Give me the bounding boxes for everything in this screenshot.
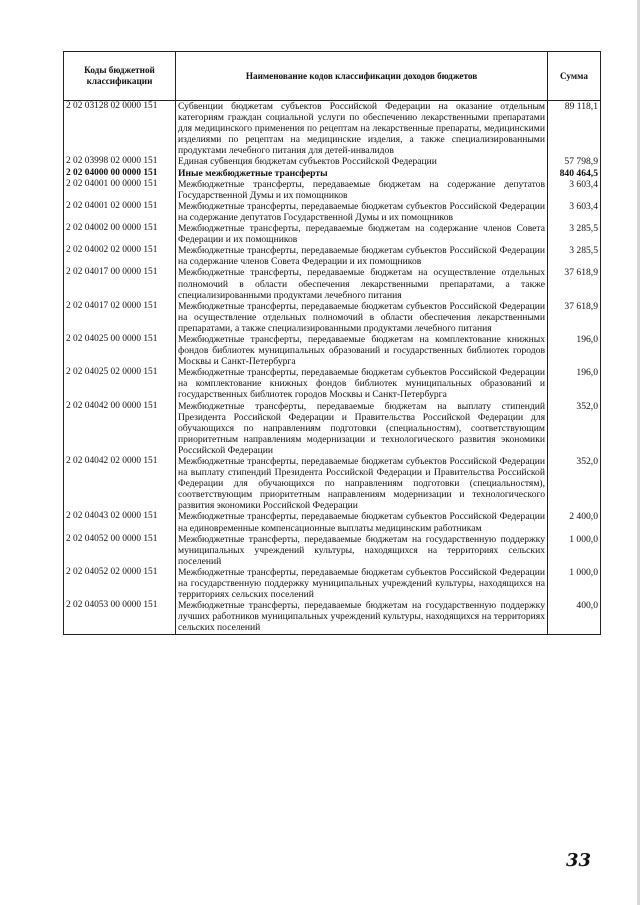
table-row xyxy=(64,401,601,456)
row-code: 2 02 04025 00 0000 151 xyxy=(64,334,176,367)
row-amount: 196,0 xyxy=(548,367,601,400)
table-row xyxy=(64,367,601,400)
table-row xyxy=(64,301,601,334)
table-row xyxy=(64,168,601,179)
row-name: Межбюджетные трансферты, передаваемые бюджетам субъектов Российской Федерации на содержание депутатов Государственной Думы и их помощников xyxy=(176,201,548,223)
row-amount: 37 618,9 xyxy=(548,301,601,334)
row-name: Единая субвенция бюджетам субъектов Российской Федерации xyxy=(176,156,548,167)
row-name: Межбюджетные трансферты, передаваемые бюджетам на содержание депутатов Государственной Думы и их помощников xyxy=(176,179,548,201)
row-amount: 1 000,0 xyxy=(548,534,601,567)
row-name: Межбюджетные трансферты, передаваемые бюджетам субъектов Российской Федерации на содержание членов Совета Федерации и их помощников xyxy=(176,245,548,267)
row-name: Межбюджетные трансферты, передаваемые бюджетам на осуществление отдельных полномочий в области обеспечения лекарственными препаратами, а также специализированными продуктами лечебного питания xyxy=(176,267,548,300)
row-code: 2 02 04042 00 0000 151 xyxy=(64,401,176,456)
row-amount: 3 603,4 xyxy=(548,179,601,201)
row-amount: 3 285,5 xyxy=(548,223,601,245)
row-amount: 352,0 xyxy=(548,456,601,511)
row-name: Межбюджетные трансферты, передаваемые бюджетам на государственную поддержку муниципальных учреждений культуры, находящихся на территориях сельских поселений xyxy=(176,534,548,567)
table-row xyxy=(64,201,601,223)
table-row xyxy=(64,456,601,511)
table-row xyxy=(64,567,601,600)
row-code: 2 02 04017 02 0000 151 xyxy=(64,301,176,334)
row-code: 2 02 04043 02 0000 151 xyxy=(64,511,176,533)
row-code: 2 02 04002 00 0000 151 xyxy=(64,223,176,245)
row-name: Межбюджетные трансферты, передаваемые бюджетам субъектов Российской Федерации на осуществление отдельных полномочий в области обеспечения лекарственными препаратами, а также специализированными продуктами лечебного питания xyxy=(176,301,548,334)
row-name: Субвенции бюджетам субъектов Российской Федерации на оказание отдельным категориям граждан социальной услуги по обеспечению лекарственными препаратами для медицинского применения по рецептам на лекарственные препараты, медицинскими изделиями по рецептам на медицинские изделия, а также специализированными продуктами лечебного питания для детей-инвалидов xyxy=(176,101,548,157)
row-name: Межбюджетные трансферты, передаваемые бюджетам на государственную поддержку лучших работников муниципальных учреждений культуры, находящихся на территориях сельских поселений xyxy=(176,600,548,634)
row-amount: 3 603,4 xyxy=(548,201,601,223)
row-name: Межбюджетные трансферты, передаваемые бюджетам на комплектование книжных фондов библиотек муниципальных образований и государственных библиотек городов Москвы и Санкт-Петербурга xyxy=(176,334,548,367)
row-amount: 352,0 xyxy=(548,401,601,456)
table-row xyxy=(64,600,601,634)
row-code: 2 02 04001 02 0000 151 xyxy=(64,201,176,223)
row-code: 2 02 04052 02 0000 151 xyxy=(64,567,176,600)
table-row xyxy=(64,179,601,201)
page-number: 33 xyxy=(566,850,592,871)
table-row xyxy=(64,245,601,267)
table-body xyxy=(64,101,601,635)
table-row xyxy=(64,511,601,533)
row-code: 2 02 04017 00 0000 151 xyxy=(64,267,176,300)
row-name: Межбюджетные трансферты, передаваемые бюджетам субъектов Российской Федерации на государственную поддержку муниципальных учреждений культуры, находящихся на территориях сельских поселений xyxy=(176,567,548,600)
row-code: 2 02 04000 00 0000 151 xyxy=(64,168,176,179)
row-code: 2 02 04001 00 0000 151 xyxy=(64,179,176,201)
row-amount: 3 285,5 xyxy=(548,245,601,267)
table-row xyxy=(64,534,601,567)
row-amount: 89 118,1 xyxy=(548,101,601,157)
row-code: 2 02 03128 02 0000 151 xyxy=(64,101,176,157)
row-amount: 196,0 xyxy=(548,334,601,367)
row-code: 2 02 04025 02 0000 151 xyxy=(64,367,176,400)
row-name: Межбюджетные трансферты, передаваемые бюджетам субъектов Российской Федерации на выплату стипендий Президента Российской Федерации и Правительства Российской Федерации для обучающихся по направлениям подготовки (специальностям), соответствующим приоритетным направлениям модернизации и технологического развития экономики Российской Федерации xyxy=(176,456,548,511)
row-amount: 37 618,9 xyxy=(548,267,601,300)
header-amount: Сумма xyxy=(548,52,601,101)
row-name: Межбюджетные трансферты, передаваемые бюджетам субъектов Российской Федерации на комплектование книжных фондов библиотек муниципальных образований и государственных библиотек городов Москвы и Санкт-Петербурга xyxy=(176,367,548,400)
row-name: Межбюджетные трансферты, передаваемые бюджетам на содержание членов Совета Федерации и их помощников xyxy=(176,223,548,245)
header-name: Наименование кодов классификации доходов бюджетов xyxy=(176,52,548,101)
row-amount: 57 798,9 xyxy=(548,156,601,167)
table-header-row xyxy=(64,52,601,101)
row-code: 2 02 04042 02 0000 151 xyxy=(64,456,176,511)
row-amount: 1 000,0 xyxy=(548,567,601,600)
row-code: 2 02 04053 00 0000 151 xyxy=(64,600,176,634)
row-amount: 400,0 xyxy=(548,600,601,634)
row-code: 2 02 03998 02 0000 151 xyxy=(64,156,176,167)
table-row xyxy=(64,101,601,157)
budget-revenue-table xyxy=(63,51,601,635)
row-amount: 840 464,5 xyxy=(548,168,601,179)
row-code: 2 02 04002 02 0000 151 xyxy=(64,245,176,267)
row-name: Иные межбюджетные трансферты xyxy=(176,168,548,179)
row-amount: 2 400,0 xyxy=(548,511,601,533)
row-code: 2 02 04052 00 0000 151 xyxy=(64,534,176,567)
row-name: Межбюджетные трансферты, передаваемые бюджетам на выплату стипендий Президента Российской Федерации и Правительства Российской Федерации для обучающихся по направлениям подготовки (специальностям), соответствующим приоритетным направлениям модернизации и технологического развития экономики Российской Федерации xyxy=(176,401,548,456)
header-code: Коды бюджетной классификации xyxy=(64,52,176,101)
table-row xyxy=(64,334,601,367)
table-row xyxy=(64,156,601,167)
row-name: Межбюджетные трансферты, передаваемые бюджетам субъектов Российской Федерации на единовременные компенсационные выплаты медицинским работникам xyxy=(176,511,548,533)
table-row xyxy=(64,267,601,300)
table-row xyxy=(64,223,601,245)
